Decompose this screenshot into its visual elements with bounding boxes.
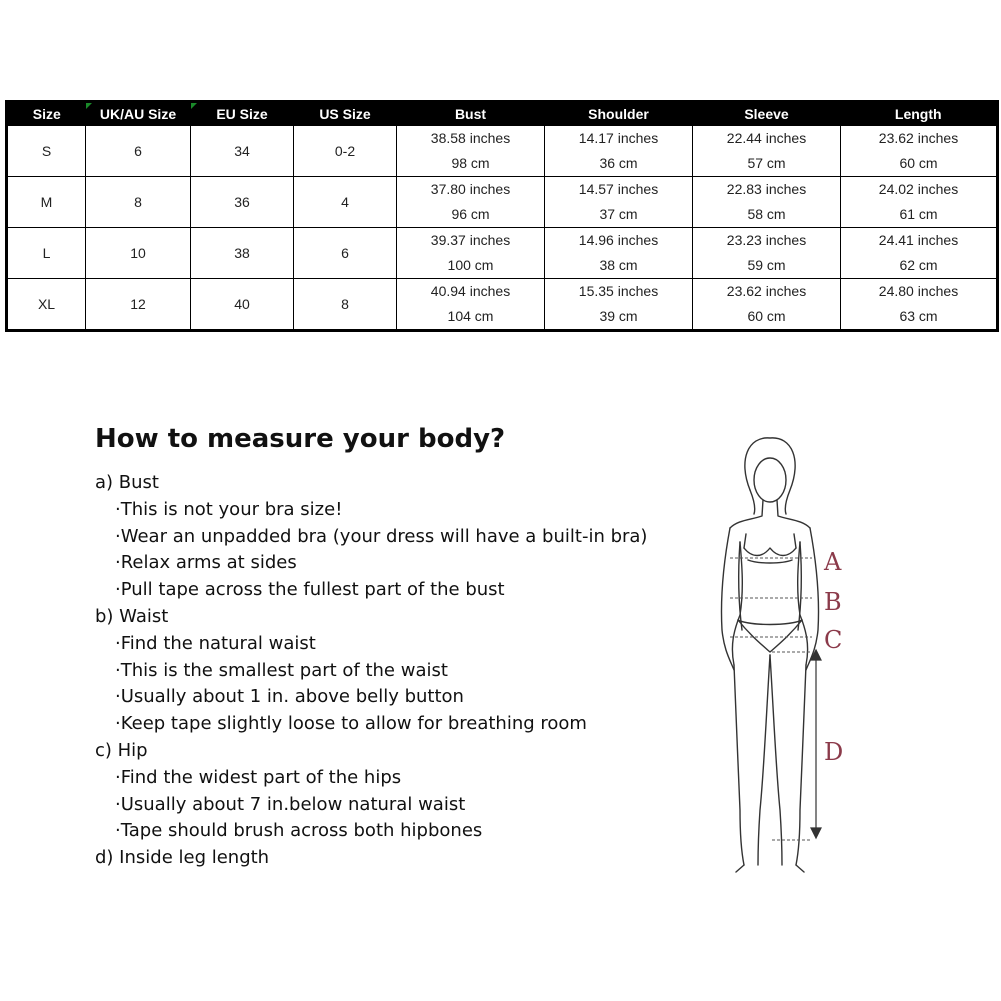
cell-us: 0-2 — [294, 126, 397, 177]
cell-cm: 60 cm — [899, 155, 938, 171]
cell-length — [841, 177, 998, 228]
section-heading-hip: c) Hip — [95, 739, 148, 761]
table-header-row — [7, 102, 998, 126]
header-length: Length — [841, 102, 998, 126]
cell-eu: 38 — [191, 228, 294, 279]
section-heading-bust: a) Bust — [95, 472, 159, 493]
instruction-item: ·Find the natural waist — [115, 632, 316, 654]
cell-size: XL — [7, 279, 86, 331]
header-shoulder: Shoulder — [545, 102, 693, 126]
cell-length — [841, 126, 998, 177]
cell-shoulder — [545, 126, 693, 177]
cell-inches: 14.17 inches — [578, 130, 659, 146]
cell-inches: 22.44 inches — [726, 130, 807, 146]
cell-inches: 24.41 inches — [878, 232, 959, 248]
instruction-item: ·Keep tape slightly loose to allow for breathing room — [115, 713, 587, 735]
cell-length — [841, 228, 998, 279]
measure-instructions — [95, 470, 647, 872]
section-heading-inside-leg: d) Inside leg length — [95, 847, 270, 869]
header-uk-au-size: UK/AU Size — [86, 102, 191, 126]
cell-cm: 59 cm — [747, 257, 786, 273]
cell-inches: 14.57 inches — [578, 181, 659, 197]
cell-sleeve — [693, 126, 841, 177]
cell-cm: 100 cm — [447, 257, 494, 273]
cell-us: 6 — [294, 228, 397, 279]
measurement-labels — [823, 548, 843, 766]
cell-cm: 38 cm — [599, 257, 638, 273]
header-eu-size: EU Size — [191, 102, 294, 126]
cell-cm: 57 cm — [747, 155, 786, 171]
label-a: A — [824, 548, 842, 576]
cell-inches: 15.35 inches — [578, 283, 659, 299]
cell-cm: 60 cm — [747, 308, 786, 324]
cell-cm: 63 cm — [899, 308, 938, 324]
cell-size: M — [7, 177, 86, 228]
instruction-item: ·Usually about 7 in.below natural waist — [115, 793, 466, 815]
table-row — [7, 126, 998, 177]
cell-cm: 96 cm — [451, 206, 490, 222]
instruction-item: ·Relax arms at sides — [115, 552, 297, 574]
cell-us: 8 — [294, 279, 397, 331]
cell-bust — [397, 126, 545, 177]
cell-inches: 22.83 inches — [726, 181, 807, 197]
cell-size: S — [7, 126, 86, 177]
header-us-size: US Size — [294, 102, 397, 126]
instruction-item: ·Pull tape across the fullest part of the bust — [115, 579, 505, 601]
cell-bust — [397, 177, 545, 228]
cell-inches: 23.23 inches — [726, 232, 807, 248]
cell-inches: 24.80 inches — [878, 283, 959, 299]
body-outline — [721, 438, 818, 872]
instruction-item: ·Usually about 1 in. above belly button — [115, 686, 464, 708]
cell-us: 4 — [294, 177, 397, 228]
leg-length-arrow — [811, 650, 821, 838]
header-bust: Bust — [397, 102, 545, 126]
cell-cm: 36 cm — [599, 155, 638, 171]
cell-uk-au: 10 — [86, 228, 191, 279]
instruction-item: ·Wear an unpadded bra (your dress will have a built-in bra) — [115, 525, 648, 547]
cell-uk-au: 6 — [86, 126, 191, 177]
guide-title: How to measure your body? — [95, 424, 506, 454]
label-b: B — [824, 588, 842, 616]
cell-shoulder — [545, 177, 693, 228]
cell-inches: 23.62 inches — [726, 283, 807, 299]
cell-inches: 37.80 inches — [430, 181, 511, 197]
instruction-item: ·This is the smallest part of the waist — [115, 659, 448, 681]
size-chart-table — [5, 100, 999, 332]
body-measurement-figure — [700, 430, 860, 880]
cell-uk-au: 8 — [86, 177, 191, 228]
cell-inches: 38.58 inches — [430, 130, 511, 146]
header-size: Size — [7, 102, 86, 126]
cell-bust — [397, 228, 545, 279]
cell-cm: 37 cm — [599, 206, 638, 222]
cell-cm: 58 cm — [747, 206, 786, 222]
cell-eu: 40 — [191, 279, 294, 331]
cell-eu: 34 — [191, 126, 294, 177]
instruction-item: ·Find the widest part of the hips — [115, 766, 402, 788]
cell-cm: 61 cm — [899, 206, 938, 222]
cell-sleeve — [693, 177, 841, 228]
cell-inches: 23.62 inches — [878, 130, 959, 146]
table-row — [7, 279, 998, 331]
instruction-item: ·Tape should brush across both hipbones — [115, 820, 483, 842]
label-c: C — [824, 626, 843, 654]
cell-sleeve — [693, 279, 841, 331]
cell-inches: 24.02 inches — [878, 181, 959, 197]
header-sleeve: Sleeve — [693, 102, 841, 126]
table-row — [7, 177, 998, 228]
cell-eu: 36 — [191, 177, 294, 228]
table-row — [7, 228, 998, 279]
section-heading-waist: b) Waist — [95, 605, 169, 627]
cell-cm: 98 cm — [451, 155, 490, 171]
cell-inches: 40.94 inches — [430, 283, 511, 299]
cell-cm: 104 cm — [447, 308, 494, 324]
instruction-item: ·This is not your bra size! — [115, 498, 343, 520]
cell-shoulder — [545, 279, 693, 331]
cell-cm: 62 cm — [899, 257, 938, 273]
cell-size: L — [7, 228, 86, 279]
cell-sleeve — [693, 228, 841, 279]
cell-bust — [397, 279, 545, 331]
cell-shoulder — [545, 228, 693, 279]
cell-length — [841, 279, 998, 331]
cell-inches: 39.37 inches — [430, 232, 511, 248]
cell-inches: 14.96 inches — [578, 232, 659, 248]
cell-uk-au: 12 — [86, 279, 191, 331]
label-d: D — [824, 738, 844, 766]
cell-cm: 39 cm — [599, 308, 638, 324]
